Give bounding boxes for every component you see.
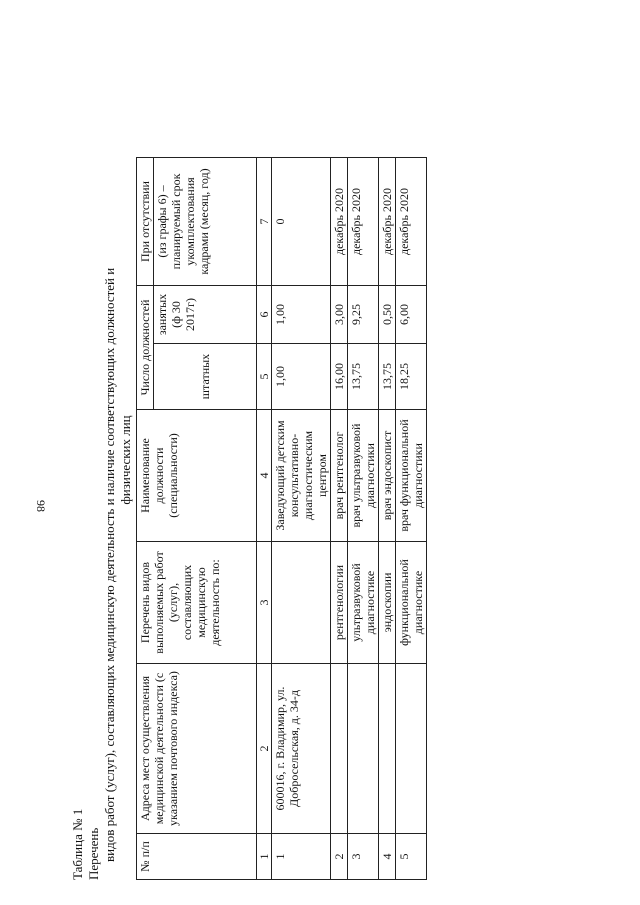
row-service: ультразвуковой диагностике xyxy=(348,542,379,664)
row-staff: 13,75 xyxy=(348,344,379,410)
header-position: Наименование должности (специальности) xyxy=(137,410,257,542)
table-row xyxy=(396,158,427,880)
column-number: 4 xyxy=(257,410,272,542)
header-services: Перечень видов выполняемых работ (услуг), составляющих медицинскую деятельность по: xyxy=(137,542,257,664)
table-subtitle-continued: физических лиц xyxy=(118,415,133,505)
row-service: рентгенологии xyxy=(331,542,348,664)
table-label: Таблица № 1 xyxy=(70,808,85,880)
row-position: врач эндоскопист xyxy=(379,410,396,542)
row-address xyxy=(379,664,396,834)
column-number-row xyxy=(257,158,272,880)
column-number: 5 xyxy=(257,344,272,410)
column-number: 6 xyxy=(257,286,272,344)
row-occupied: 9,25 xyxy=(348,286,379,344)
row-staff: 1,00 xyxy=(272,344,331,410)
header-occupied: занятых (ф 30 2017г) xyxy=(154,286,257,344)
row-position: врач функциональной диагностики xyxy=(396,410,427,542)
row-term: декабрь 2020 xyxy=(348,158,379,286)
table-row xyxy=(331,158,348,880)
row-staff: 13,75 xyxy=(379,344,396,410)
row-term: 0 xyxy=(272,158,331,286)
row-service: эндоскопии xyxy=(379,542,396,664)
header-staff: штатных xyxy=(154,344,257,410)
table-row xyxy=(272,158,331,880)
row-service xyxy=(272,542,331,664)
column-number: 2 xyxy=(257,664,272,834)
row-number: 3 xyxy=(348,834,379,880)
column-number: 1 xyxy=(257,834,272,880)
column-number: 3 xyxy=(257,542,272,664)
row-number: 5 xyxy=(396,834,427,880)
row-staff: 18,25 xyxy=(396,344,427,410)
row-occupied: 1,00 xyxy=(272,286,331,344)
row-term: декабрь 2020 xyxy=(396,158,427,286)
row-position: врач рентгенолог xyxy=(331,410,348,542)
row-service: функциональной диагностике xyxy=(396,542,427,664)
table-title: Перечень xyxy=(86,827,101,880)
row-occupied: 0,50 xyxy=(379,286,396,344)
row-term: декабрь 2020 xyxy=(331,158,348,286)
table-subtitle: видов работ (услуг), составляющих медицинскую деятельность и наличие соответствующих должностей и xyxy=(102,267,117,862)
table-row xyxy=(348,158,379,880)
row-number: 2 xyxy=(331,834,348,880)
row-number: 1 xyxy=(272,834,331,880)
header-term: (из графы 6) – планируемый срок укомплектования кадрами (месяц, год) xyxy=(154,158,257,286)
row-address xyxy=(348,664,379,834)
row-occupied: 3,00 xyxy=(331,286,348,344)
column-number: 7 xyxy=(257,158,272,286)
row-term: декабрь 2020 xyxy=(379,158,396,286)
header-address: Адреса мест осуществления медицинской деятельности (с указанием почтового индекса) xyxy=(137,664,257,834)
rotated-page-content xyxy=(70,40,630,880)
row-position: Заведующий детским консультативно-диагностическим центром xyxy=(272,410,331,542)
row-staff: 16,00 xyxy=(331,344,348,410)
table-row xyxy=(379,158,396,880)
row-address xyxy=(396,664,427,834)
services-table xyxy=(136,157,427,880)
row-address xyxy=(331,664,348,834)
page-number: 98 xyxy=(34,500,48,512)
row-occupied: 6,00 xyxy=(396,286,427,344)
header-absence: При отсутствии xyxy=(137,158,154,286)
row-position: врач ультразвуковой диагностики xyxy=(348,410,379,542)
header-number: № п/п xyxy=(137,834,257,880)
row-address: 600016, г. Владимир, ул. Добросельская, д. 34-д xyxy=(272,664,331,834)
header-row-1 xyxy=(137,158,154,880)
row-number: 4 xyxy=(379,834,396,880)
header-positions-count: Число должностей xyxy=(137,286,154,410)
